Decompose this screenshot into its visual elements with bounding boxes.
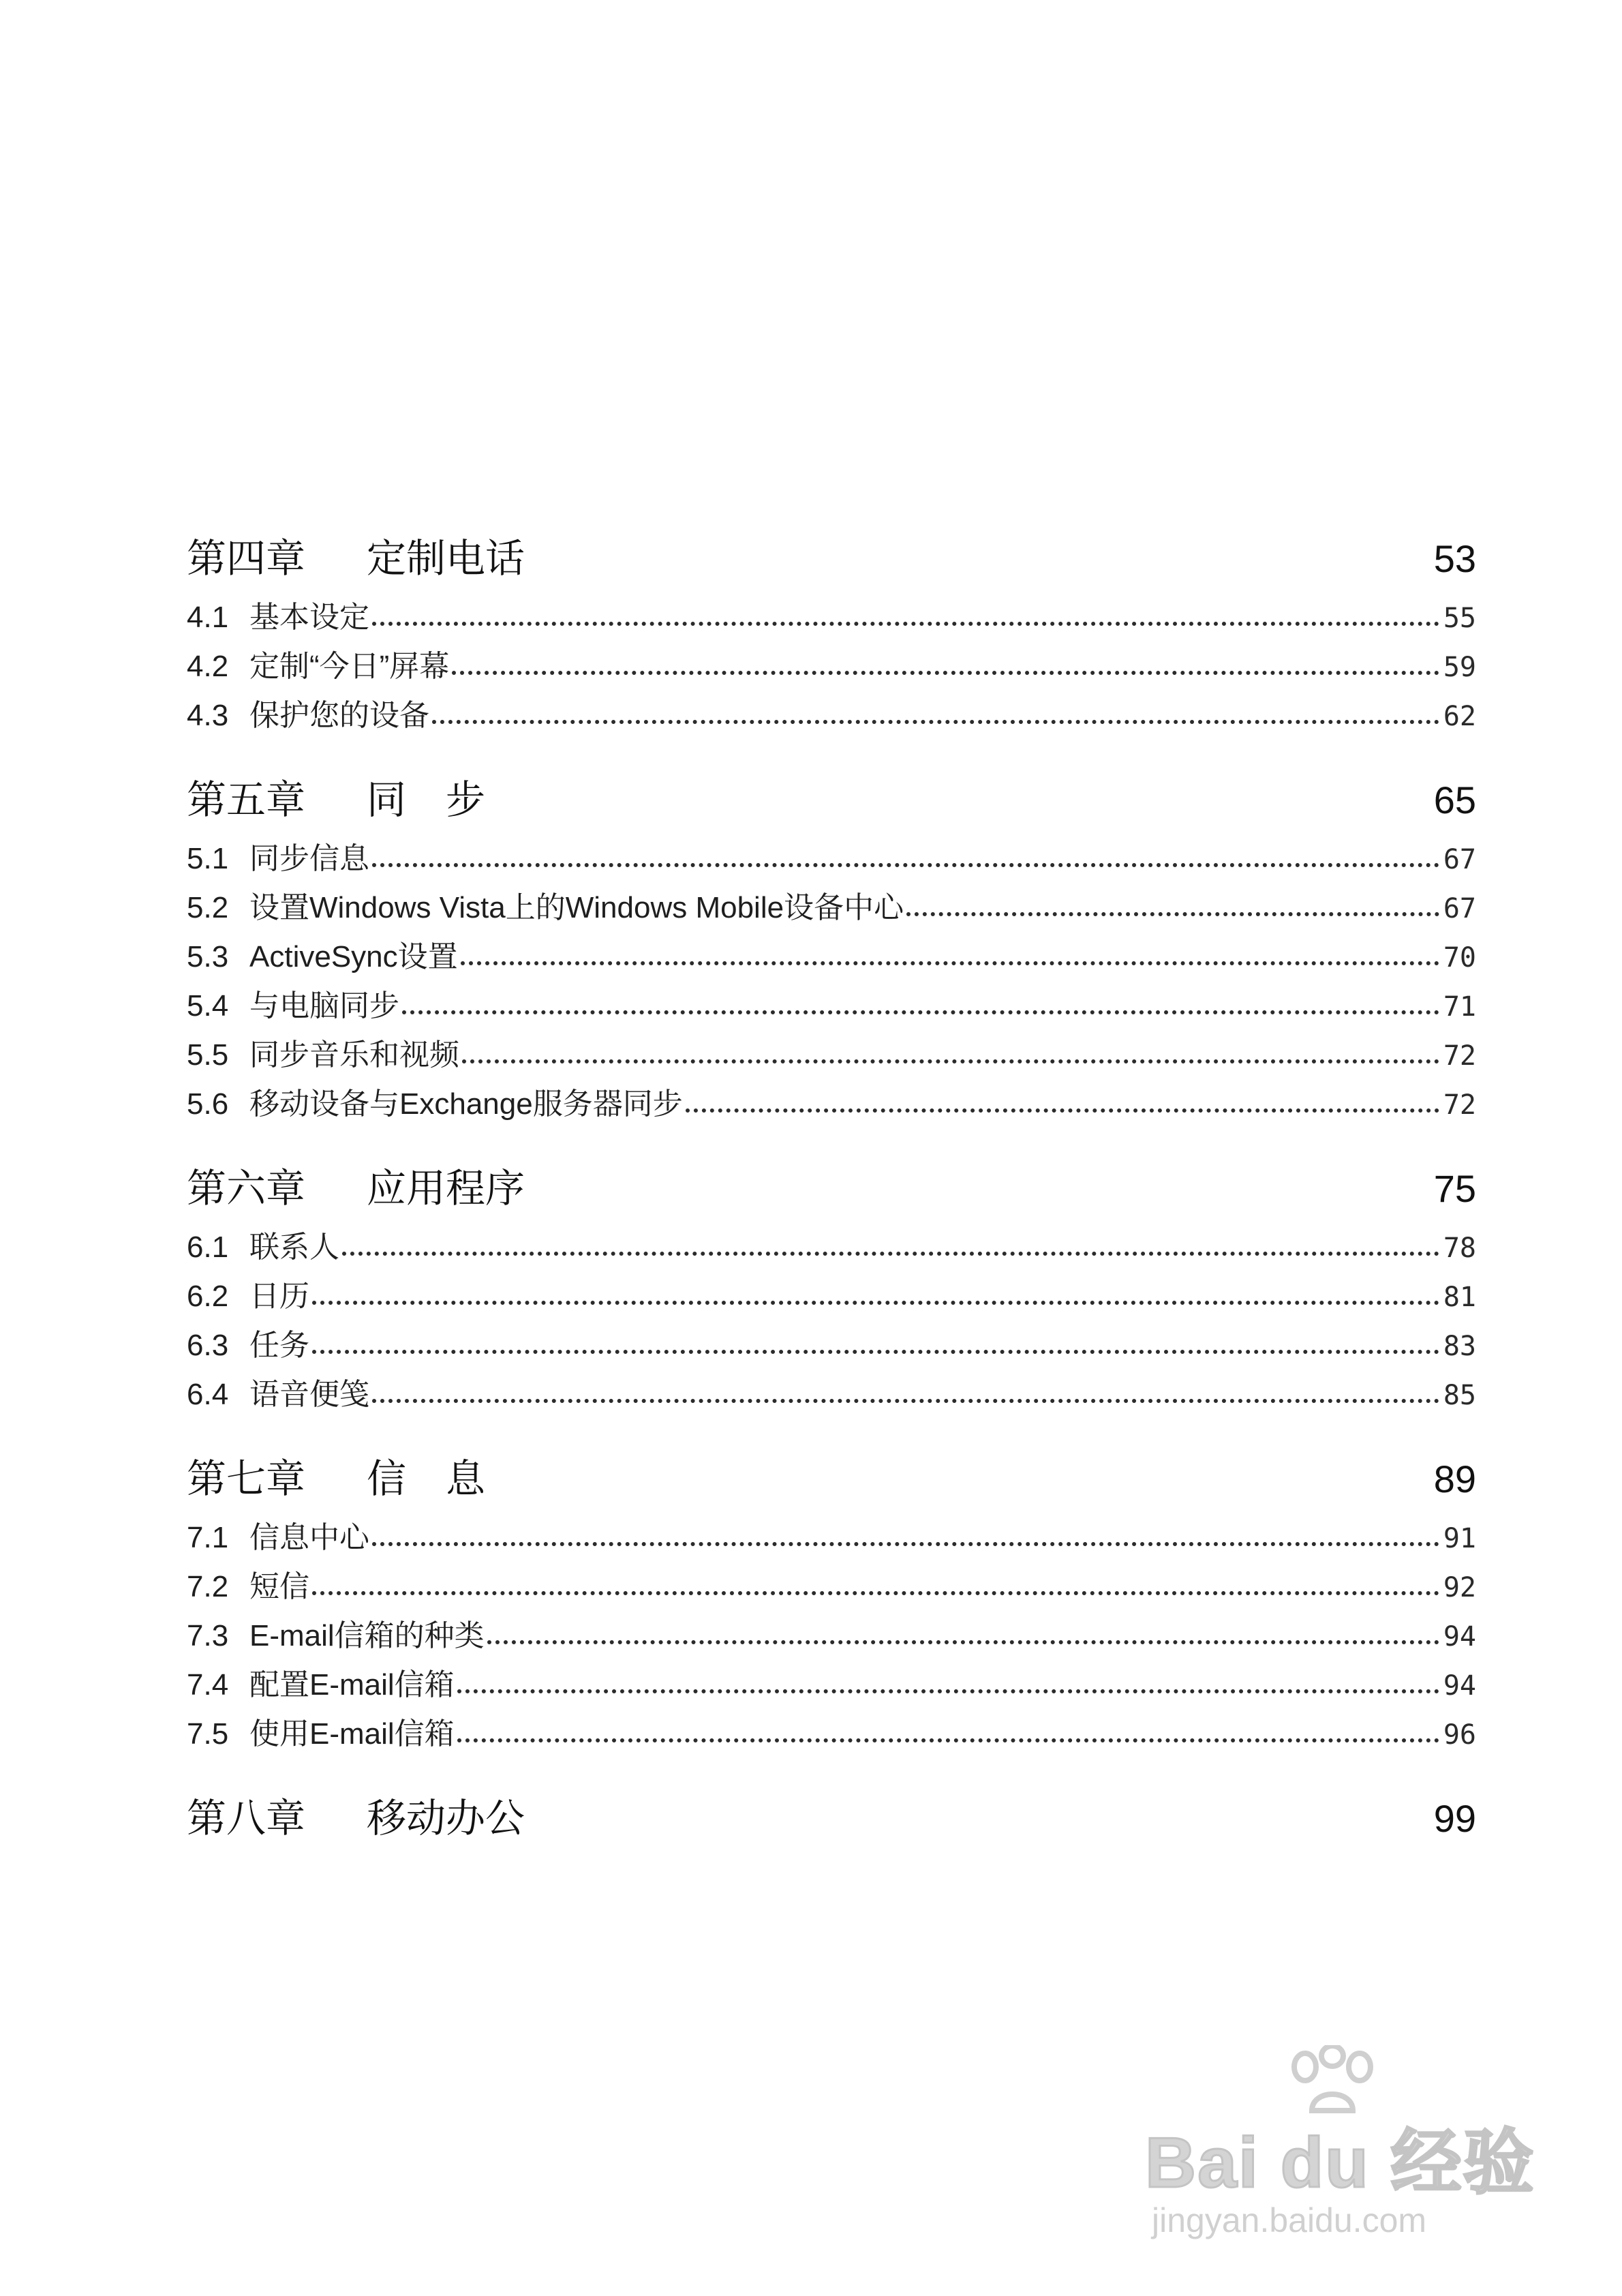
chapter-heading[interactable] — [187, 1155, 1476, 1223]
chapter-title: 移动办公 — [367, 1796, 525, 1841]
section-page-number: 72 — [1443, 1040, 1476, 1072]
section-number: 5.6 — [187, 1087, 229, 1121]
section-page-number: 81 — [1443, 1282, 1476, 1313]
chapter-number: 第四章 — [187, 537, 306, 581]
section-title: 基本设定 — [249, 601, 369, 634]
dot-leader — [312, 1571, 1439, 1595]
section-number: 4.1 — [187, 601, 229, 634]
section-title: 语音便笺 — [249, 1378, 369, 1411]
toc-entry[interactable] — [187, 1370, 1476, 1419]
dot-leader — [372, 1522, 1439, 1546]
toc-entry[interactable] — [187, 593, 1476, 642]
chapter-number: 第六章 — [187, 1166, 306, 1211]
table-of-contents — [187, 525, 1476, 1853]
chapter-6 — [187, 1155, 1476, 1419]
chapter-title: 同 步 — [367, 778, 486, 822]
section-title: 同步信息 — [249, 842, 369, 875]
section-number: 5.5 — [187, 1038, 229, 1072]
section-title: 同步音乐和视频 — [249, 1038, 459, 1072]
dot-leader — [372, 601, 1439, 626]
section-list — [187, 834, 1476, 1129]
section-title: 移动设备与Exchange服务器同步 — [249, 1087, 683, 1121]
dot-leader — [372, 843, 1439, 867]
section-title: 定制“今日”屏幕 — [249, 650, 450, 683]
toc-entry[interactable] — [187, 691, 1476, 740]
section-title: 日历 — [249, 1280, 309, 1313]
section-title: 任务 — [249, 1329, 309, 1362]
toc-entry[interactable] — [187, 1513, 1476, 1562]
section-page-number: 96 — [1443, 1719, 1476, 1751]
chapter-number: 第五章 — [187, 778, 306, 822]
chapter-heading[interactable] — [187, 1785, 1476, 1853]
dot-leader — [906, 892, 1439, 916]
section-page-number: 78 — [1443, 1233, 1476, 1264]
chapter-page-number: 89 — [1433, 1457, 1476, 1500]
dot-leader — [372, 1378, 1439, 1403]
section-page-number: 94 — [1443, 1670, 1476, 1702]
section-number: 7.1 — [187, 1521, 229, 1554]
dot-leader — [432, 699, 1439, 724]
section-number: 7.2 — [187, 1570, 229, 1603]
section-title: E-mail信箱的种类 — [249, 1619, 485, 1652]
chapter-7 — [187, 1445, 1476, 1759]
section-list — [187, 593, 1476, 740]
chapter-page-number: 65 — [1433, 779, 1476, 821]
section-title: 联系人 — [249, 1230, 339, 1264]
section-page-number: 72 — [1443, 1089, 1476, 1121]
section-page-number: 83 — [1443, 1331, 1476, 1362]
section-number: 6.1 — [187, 1230, 229, 1264]
section-page-number: 71 — [1443, 991, 1476, 1023]
section-title: 配置E-mail信箱 — [249, 1668, 455, 1702]
toc-entry[interactable] — [187, 1661, 1476, 1710]
toc-entry[interactable] — [187, 1321, 1476, 1370]
section-title: ActiveSync设置 — [249, 940, 458, 973]
section-title: 短信 — [249, 1570, 309, 1603]
toc-entry[interactable] — [187, 982, 1476, 1031]
toc-entry[interactable] — [187, 642, 1476, 691]
section-number: 6.2 — [187, 1280, 229, 1313]
section-number: 4.3 — [187, 699, 229, 732]
toc-entry[interactable] — [187, 1612, 1476, 1661]
dot-leader — [402, 990, 1439, 1014]
toc-entry[interactable] — [187, 1710, 1476, 1759]
dot-leader — [312, 1280, 1439, 1305]
section-page-number: 85 — [1443, 1380, 1476, 1411]
chapter-page-number: 53 — [1433, 537, 1476, 580]
section-title: 信息中心 — [249, 1521, 369, 1554]
dot-leader — [461, 941, 1439, 965]
section-page-number: 67 — [1443, 844, 1476, 875]
toc-entry[interactable] — [187, 933, 1476, 982]
chapter-4 — [187, 525, 1476, 740]
section-number: 5.2 — [187, 891, 229, 924]
dot-leader — [452, 650, 1439, 675]
dot-leader — [457, 1669, 1439, 1693]
section-list — [187, 1223, 1476, 1419]
chapter-heading[interactable] — [187, 525, 1476, 593]
chapter-page-number: 75 — [1433, 1167, 1476, 1210]
chapter-number: 第八章 — [187, 1796, 306, 1841]
section-number: 7.4 — [187, 1668, 229, 1702]
dot-leader — [312, 1329, 1439, 1354]
section-number: 5.1 — [187, 842, 229, 875]
section-title: 设置Windows Vista上的Windows Mobile设备中心 — [249, 891, 904, 924]
section-page-number: 55 — [1443, 603, 1476, 634]
section-title: 保护您的设备 — [249, 699, 429, 732]
toc-entry[interactable] — [187, 1080, 1476, 1129]
dot-leader — [487, 1620, 1439, 1644]
section-number: 7.5 — [187, 1717, 229, 1751]
chapter-heading[interactable] — [187, 1445, 1476, 1513]
dot-leader — [686, 1088, 1439, 1113]
section-page-number: 94 — [1443, 1621, 1476, 1652]
section-list — [187, 1513, 1476, 1759]
section-page-number: 92 — [1443, 1572, 1476, 1603]
section-page-number: 67 — [1443, 893, 1476, 924]
toc-entry[interactable] — [187, 834, 1476, 883]
section-number: 5.4 — [187, 989, 229, 1023]
chapter-title: 定制电话 — [367, 537, 525, 581]
watermark-logo-text: Bai du 经验 — [1145, 2124, 1535, 2203]
chapter-page-number: 99 — [1433, 1797, 1476, 1840]
section-number: 6.4 — [187, 1378, 229, 1411]
section-page-number: 62 — [1443, 701, 1476, 732]
chapter-title: 应用程序 — [367, 1166, 525, 1211]
chapter-title: 信 息 — [367, 1457, 486, 1501]
chapter-5 — [187, 766, 1476, 1129]
section-page-number: 91 — [1443, 1523, 1476, 1554]
chapter-number: 第七章 — [187, 1457, 306, 1501]
watermark-url: jingyan.baidu.com — [1152, 2201, 1427, 2239]
toc-entry[interactable] — [187, 1562, 1476, 1612]
section-number: 7.3 — [187, 1619, 229, 1652]
section-page-number: 70 — [1443, 942, 1476, 973]
section-number: 4.2 — [187, 650, 229, 683]
chapter-heading[interactable] — [187, 766, 1476, 834]
section-page-number: 59 — [1443, 652, 1476, 683]
section-number: 5.3 — [187, 940, 229, 973]
baidu-jingyan-watermark — [1145, 2045, 1535, 2250]
dot-leader — [462, 1039, 1439, 1063]
section-title: 与电脑同步 — [249, 989, 399, 1023]
dot-leader — [342, 1231, 1439, 1256]
section-number: 6.3 — [187, 1329, 229, 1362]
section-title: 使用E-mail信箱 — [249, 1717, 455, 1751]
toc-entry[interactable] — [187, 1031, 1476, 1080]
dot-leader — [457, 1718, 1439, 1742]
toc-entry[interactable] — [187, 1272, 1476, 1321]
chapter-8 — [187, 1785, 1476, 1853]
toc-entry[interactable] — [187, 883, 1476, 933]
toc-entry[interactable] — [187, 1223, 1476, 1272]
